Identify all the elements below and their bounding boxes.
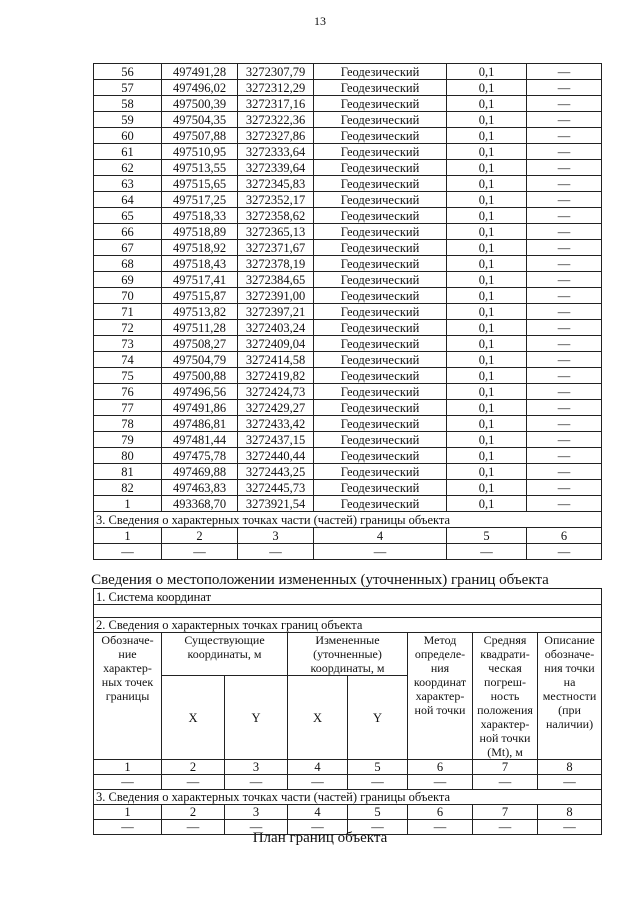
coord-x-cell: 497469,88	[162, 464, 238, 480]
coordinates-table	[93, 63, 602, 560]
col-number: 1	[94, 760, 162, 775]
col-number: 3	[225, 760, 288, 775]
coord-y-cell: 3272307,79	[238, 64, 314, 80]
coord-x-cell: 497515,87	[162, 288, 238, 304]
coord-y-cell: 3272358,62	[238, 208, 314, 224]
description-cell: —	[527, 208, 602, 224]
point-number-cell: 70	[94, 288, 162, 304]
point-number-cell: 79	[94, 432, 162, 448]
description-cell: —	[527, 176, 602, 192]
table-row	[94, 256, 602, 272]
coord-x-cell: 497518,33	[162, 208, 238, 224]
col-number: 4	[288, 805, 348, 820]
coord-x-cell: 497517,25	[162, 192, 238, 208]
description-cell: —	[527, 240, 602, 256]
empty-cell: —	[288, 775, 348, 790]
coord-y-cell: 3272384,65	[238, 272, 314, 288]
coord-y-cell: 3272391,00	[238, 288, 314, 304]
coord-x-cell: 497510,95	[162, 144, 238, 160]
table-row	[94, 176, 602, 192]
coord-y-cell: 3272409,04	[238, 336, 314, 352]
table-row	[94, 384, 602, 400]
point-number-cell: 61	[94, 144, 162, 160]
empty-cell: —	[348, 820, 408, 835]
table-row	[94, 224, 602, 240]
description-cell: —	[527, 112, 602, 128]
table-row	[94, 320, 602, 336]
error-cell: 0,1	[447, 256, 527, 272]
point-number-cell: 71	[94, 304, 162, 320]
error-cell: 0,1	[447, 304, 527, 320]
point-number-cell: 62	[94, 160, 162, 176]
col-number: 5	[348, 805, 408, 820]
error-cell: 0,1	[447, 64, 527, 80]
header-point: Обозначе-ние характер-ных точек границы	[94, 633, 162, 760]
coord-x-cell: 497517,41	[162, 272, 238, 288]
error-cell: 0,1	[447, 96, 527, 112]
description-cell: —	[527, 480, 602, 496]
column-number-row	[94, 760, 602, 775]
method-cell: Геодезический	[314, 176, 447, 192]
empty-cell: —	[225, 820, 288, 835]
coord-y-cell: 3272433,42	[238, 416, 314, 432]
coord-y-cell: 3272352,17	[238, 192, 314, 208]
table-row	[94, 240, 602, 256]
header-existing-x: X	[162, 676, 225, 760]
table-row	[94, 416, 602, 432]
description-cell: —	[527, 336, 602, 352]
table-row	[94, 64, 602, 80]
point-number-cell: 1	[94, 496, 162, 512]
table-row	[94, 432, 602, 448]
col-number: 2	[162, 528, 238, 544]
table-row	[94, 144, 602, 160]
empty-cell: —	[314, 544, 447, 560]
header-existing-y: Y	[225, 676, 288, 760]
header-changed-coords: Измененные (уточненные) координаты, м	[288, 633, 408, 676]
point-number-cell: 72	[94, 320, 162, 336]
coord-x-cell: 497475,78	[162, 448, 238, 464]
point-number-cell: 64	[94, 192, 162, 208]
coord-y-cell: 3272437,15	[238, 432, 314, 448]
method-cell: Геодезический	[314, 272, 447, 288]
part-points-heading: 3. Сведения о характерных точках части (частей) границы объекта	[94, 790, 602, 805]
description-cell: —	[527, 160, 602, 176]
table-row	[94, 272, 602, 288]
coord-x-cell: 497500,88	[162, 368, 238, 384]
coord-y-cell: 3272327,86	[238, 128, 314, 144]
coord-x-cell: 497463,83	[162, 480, 238, 496]
coord-y-cell: 3272397,21	[238, 304, 314, 320]
coord-y-cell: 3272443,25	[238, 464, 314, 480]
empty-cell: —	[473, 775, 538, 790]
method-cell: Геодезический	[314, 256, 447, 272]
table-row	[94, 80, 602, 96]
col-number: 6	[527, 528, 602, 544]
coord-x-cell: 497518,92	[162, 240, 238, 256]
description-cell: —	[527, 352, 602, 368]
empty-cell: —	[94, 820, 162, 835]
coord-y-cell: 3272345,83	[238, 176, 314, 192]
col-number: 6	[408, 760, 473, 775]
method-cell: Геодезический	[314, 464, 447, 480]
header-error: Средняя квадрати-ческая погреш-ность положения характер-ной точки (Mt), м	[473, 633, 538, 760]
col-number: 1	[94, 805, 162, 820]
point-number-cell: 58	[94, 96, 162, 112]
coord-y-cell: 3272322,36	[238, 112, 314, 128]
point-number-cell: 69	[94, 272, 162, 288]
error-cell: 0,1	[447, 240, 527, 256]
coord-y-cell: 3272414,58	[238, 352, 314, 368]
coord-x-cell: 497507,88	[162, 128, 238, 144]
description-cell: —	[527, 464, 602, 480]
coord-y-cell: 3272440,44	[238, 448, 314, 464]
empty-cell: —	[94, 775, 162, 790]
plan-title: План границ объекта	[252, 830, 388, 846]
description-cell: —	[527, 96, 602, 112]
point-number-cell: 66	[94, 224, 162, 240]
method-cell: Геодезический	[314, 288, 447, 304]
col-number: 8	[538, 805, 602, 820]
table-row	[94, 96, 602, 112]
empty-cell: —	[538, 775, 602, 790]
col-number: 2	[162, 805, 225, 820]
coord-y-cell: 3272429,27	[238, 400, 314, 416]
col-number: 5	[447, 528, 527, 544]
method-cell: Геодезический	[314, 80, 447, 96]
error-cell: 0,1	[447, 368, 527, 384]
method-cell: Геодезический	[314, 368, 447, 384]
error-cell: 0,1	[447, 384, 527, 400]
description-cell: —	[527, 448, 602, 464]
point-number-cell: 76	[94, 384, 162, 400]
coord-y-cell: 3272419,82	[238, 368, 314, 384]
description-cell: —	[527, 320, 602, 336]
point-number-cell: 65	[94, 208, 162, 224]
header-changed-x: X	[288, 676, 348, 760]
description-cell: —	[527, 192, 602, 208]
error-cell: 0,1	[447, 192, 527, 208]
error-cell: 0,1	[447, 224, 527, 240]
method-cell: Геодезический	[314, 336, 447, 352]
coord-y-cell: 3272312,29	[238, 80, 314, 96]
method-cell: Геодезический	[314, 144, 447, 160]
empty-cell: —	[288, 820, 348, 835]
changed-boundaries-table	[93, 588, 602, 835]
empty-cell: —	[162, 820, 225, 835]
point-number-cell: 57	[94, 80, 162, 96]
table-row	[94, 288, 602, 304]
method-cell: Геодезический	[314, 160, 447, 176]
part-points-heading: 3. Сведения о характерных точках части (частей) границы объекта	[94, 512, 602, 528]
description-cell: —	[527, 368, 602, 384]
method-cell: Геодезический	[314, 112, 447, 128]
method-cell: Геодезический	[314, 432, 447, 448]
coord-y-cell: 3272371,67	[238, 240, 314, 256]
empty-cell: —	[162, 544, 238, 560]
point-number-cell: 56	[94, 64, 162, 80]
error-cell: 0,1	[447, 496, 527, 512]
coord-x-cell: 497508,27	[162, 336, 238, 352]
coord-y-cell: 3272445,73	[238, 480, 314, 496]
col-number: 1	[94, 528, 162, 544]
coord-x-cell: 497500,39	[162, 96, 238, 112]
empty-cell: —	[408, 820, 473, 835]
error-cell: 0,1	[447, 432, 527, 448]
table-row	[94, 464, 602, 480]
table-row	[94, 448, 602, 464]
col-number: 3	[225, 805, 288, 820]
empty-cell: —	[473, 820, 538, 835]
col-number: 6	[408, 805, 473, 820]
coord-x-cell: 497518,89	[162, 224, 238, 240]
point-number-cell: 63	[94, 176, 162, 192]
part-number-row	[94, 805, 602, 820]
table-row	[94, 336, 602, 352]
coord-x-cell: 497504,79	[162, 352, 238, 368]
coord-x-cell: 497511,28	[162, 320, 238, 336]
page-number: 13	[314, 14, 326, 28]
header-method: Метод определе-ния координат характер-ной точки	[408, 633, 473, 760]
empty-cell: —	[527, 544, 602, 560]
empty-row	[94, 605, 602, 618]
method-cell: Геодезический	[314, 304, 447, 320]
method-cell: Геодезический	[314, 352, 447, 368]
point-number-cell: 80	[94, 448, 162, 464]
coord-x-cell: 497504,35	[162, 112, 238, 128]
table-row	[94, 496, 602, 512]
point-number-cell: 77	[94, 400, 162, 416]
col-number: 7	[473, 805, 538, 820]
table-row	[94, 368, 602, 384]
table-row	[94, 480, 602, 496]
table-row	[94, 192, 602, 208]
col-number: 4	[314, 528, 447, 544]
error-cell: 0,1	[447, 80, 527, 96]
coord-y-cell: 3272339,64	[238, 160, 314, 176]
point-number-cell: 74	[94, 352, 162, 368]
table-row	[94, 128, 602, 144]
error-cell: 0,1	[447, 112, 527, 128]
point-number-cell: 81	[94, 464, 162, 480]
method-cell: Геодезический	[314, 320, 447, 336]
coord-x-cell: 497481,44	[162, 432, 238, 448]
col-number: 5	[348, 760, 408, 775]
part-points-dash-row	[94, 544, 602, 560]
description-cell: —	[527, 384, 602, 400]
coord-y-cell: 3272378,19	[238, 256, 314, 272]
method-cell: Геодезический	[314, 400, 447, 416]
col-number: 4	[288, 760, 348, 775]
description-cell: —	[527, 400, 602, 416]
coord-x-cell: 497486,81	[162, 416, 238, 432]
point-number-cell: 75	[94, 368, 162, 384]
coord-y-cell: 3272365,13	[238, 224, 314, 240]
empty-cell: —	[162, 775, 225, 790]
coord-x-cell: 497513,82	[162, 304, 238, 320]
point-number-cell: 68	[94, 256, 162, 272]
description-cell: —	[527, 144, 602, 160]
error-cell: 0,1	[447, 448, 527, 464]
points-heading: 2. Сведения о характерных точках границ объекта	[94, 618, 602, 633]
description-cell: —	[527, 416, 602, 432]
method-cell: Геодезический	[314, 192, 447, 208]
description-cell: —	[527, 272, 602, 288]
coord-x-cell: 497496,02	[162, 80, 238, 96]
col-number: 8	[538, 760, 602, 775]
description-cell: —	[527, 288, 602, 304]
error-cell: 0,1	[447, 464, 527, 480]
error-cell: 0,1	[447, 416, 527, 432]
error-cell: 0,1	[447, 144, 527, 160]
empty-cell: —	[348, 775, 408, 790]
point-number-cell: 78	[94, 416, 162, 432]
empty-cell: —	[238, 544, 314, 560]
method-cell: Геодезический	[314, 416, 447, 432]
empty-cell: —	[408, 775, 473, 790]
point-number-cell: 67	[94, 240, 162, 256]
method-cell: Геодезический	[314, 448, 447, 464]
error-cell: 0,1	[447, 160, 527, 176]
method-cell: Геодезический	[314, 96, 447, 112]
coord-y-cell: 3272317,16	[238, 96, 314, 112]
error-cell: 0,1	[447, 272, 527, 288]
coord-x-cell: 493368,70	[162, 496, 238, 512]
table-row	[94, 352, 602, 368]
coord-y-cell: 3272403,24	[238, 320, 314, 336]
point-number-cell: 59	[94, 112, 162, 128]
description-cell: —	[527, 432, 602, 448]
point-number-cell: 73	[94, 336, 162, 352]
description-cell: —	[527, 256, 602, 272]
dash-row	[94, 775, 602, 790]
coord-x-cell: 497491,28	[162, 64, 238, 80]
col-number: 7	[473, 760, 538, 775]
description-cell: —	[527, 224, 602, 240]
coord-x-cell: 497515,65	[162, 176, 238, 192]
method-cell: Геодезический	[314, 224, 447, 240]
empty-cell: —	[538, 820, 602, 835]
description-cell: —	[527, 64, 602, 80]
empty-cell: —	[447, 544, 527, 560]
error-cell: 0,1	[447, 320, 527, 336]
point-number-cell: 82	[94, 480, 162, 496]
header-changed-y: Y	[348, 676, 408, 760]
description-cell: —	[527, 496, 602, 512]
coord-y-cell: 3273921,54	[238, 496, 314, 512]
coordinate-system-row: 1. Система координат	[94, 589, 602, 605]
error-cell: 0,1	[447, 336, 527, 352]
empty-cell: —	[225, 775, 288, 790]
empty-cell: —	[94, 544, 162, 560]
method-cell: Геодезический	[314, 384, 447, 400]
method-cell: Геодезический	[314, 208, 447, 224]
col-number: 2	[162, 760, 225, 775]
method-cell: Геодезический	[314, 64, 447, 80]
table-row	[94, 160, 602, 176]
coord-y-cell: 3272333,64	[238, 144, 314, 160]
error-cell: 0,1	[447, 176, 527, 192]
col-number: 3	[238, 528, 314, 544]
method-cell: Геодезический	[314, 496, 447, 512]
part-points-number-row	[94, 528, 602, 544]
error-cell: 0,1	[447, 288, 527, 304]
method-cell: Геодезический	[314, 480, 447, 496]
coord-x-cell: 497513,55	[162, 160, 238, 176]
coord-x-cell: 497518,43	[162, 256, 238, 272]
method-cell: Геодезический	[314, 240, 447, 256]
table-row	[94, 304, 602, 320]
description-cell: —	[527, 80, 602, 96]
error-cell: 0,1	[447, 400, 527, 416]
coord-x-cell: 497496,56	[162, 384, 238, 400]
table-row	[94, 208, 602, 224]
coord-x-cell: 497491,86	[162, 400, 238, 416]
header-existing-coords: Существующие координаты, м	[162, 633, 288, 676]
table-row	[94, 112, 602, 128]
error-cell: 0,1	[447, 128, 527, 144]
point-number-cell: 60	[94, 128, 162, 144]
changed-boundaries-title: Сведения о местоположении измененных (уточненных) границ объекта	[91, 572, 549, 588]
description-cell: —	[527, 128, 602, 144]
description-cell: —	[527, 304, 602, 320]
error-cell: 0,1	[447, 208, 527, 224]
method-cell: Геодезический	[314, 128, 447, 144]
coord-y-cell: 3272424,73	[238, 384, 314, 400]
table-row	[94, 400, 602, 416]
header-description: Описание обозначе-ния точки на местности (при наличии)	[538, 633, 602, 760]
error-cell: 0,1	[447, 480, 527, 496]
error-cell: 0,1	[447, 352, 527, 368]
